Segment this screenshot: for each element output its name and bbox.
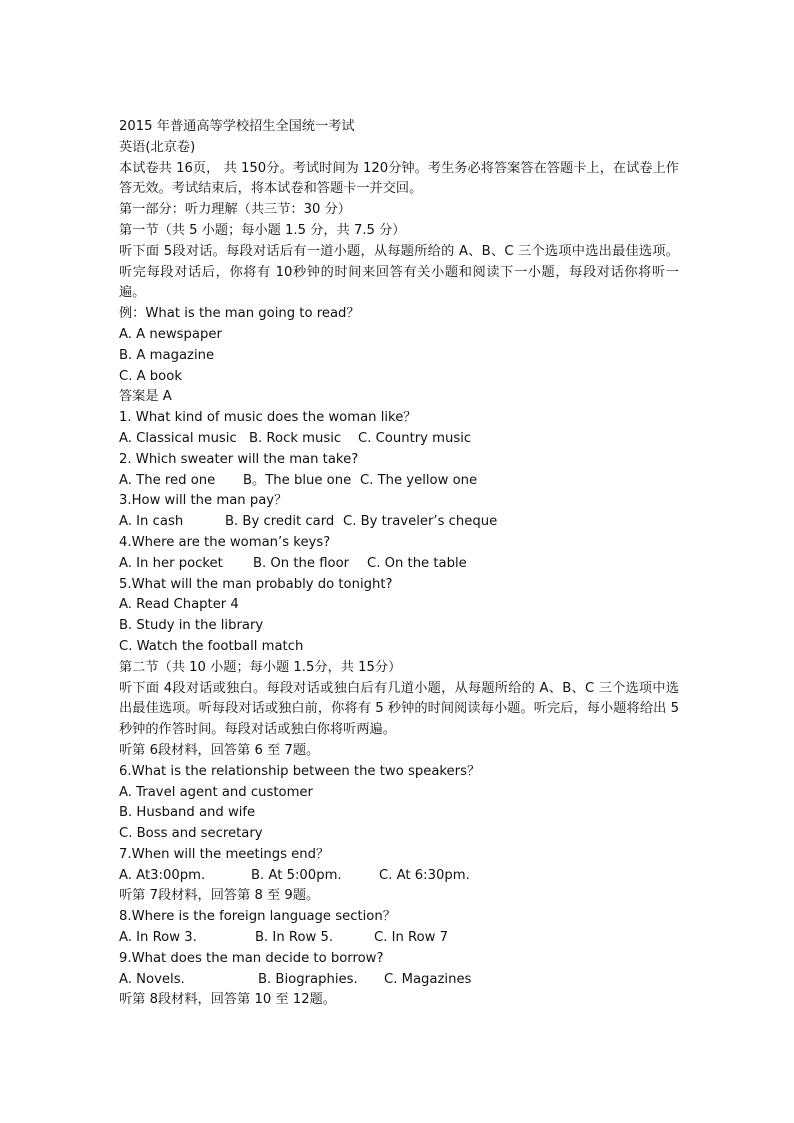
part1-heading: 第一部分：听力理解（共三节：30 分） xyxy=(119,202,351,218)
option-c: C. By traveler’s cheque xyxy=(343,514,498,530)
option-b: B. At 5:00pm. xyxy=(251,867,342,883)
question-8-options xyxy=(119,928,679,949)
option-b: B. In Row 5. xyxy=(255,930,334,946)
question-9: 9.What does the man decide to borrow? xyxy=(119,950,384,966)
question-7-options xyxy=(119,866,679,887)
question-6: 6.What is the relationship between the two speakers？ xyxy=(119,763,481,779)
option-c: C. In Row 7 xyxy=(374,930,449,946)
question-4: 4.Where are the woman’s keys? xyxy=(119,534,331,550)
question-6-option-b: B. Husband and wife xyxy=(119,805,256,821)
question-1: 1. What kind of music does the woman like？ xyxy=(119,410,417,426)
question-5-option-c: C. Watch the football match xyxy=(119,638,304,654)
question-4-options xyxy=(119,554,679,575)
example-option-b: B. A magazine xyxy=(119,347,215,363)
option-a: A. Novels. xyxy=(119,971,185,987)
material-6-note: 听第 6段材料，回答第 6 至 7题。 xyxy=(119,742,320,758)
exam-title: 2015 年普通高等学校招生全国统一考试 xyxy=(119,119,355,134)
example-answer: 答案是 A xyxy=(119,389,172,405)
example-question: 例：What is the man going to read？ xyxy=(119,306,360,322)
question-3: 3.How will the man pay？ xyxy=(119,493,288,509)
section1-directions: 听下面 5段对话。每段对话后有一道小题，从每题所给的 A、B、C 三个选项中选出最佳选项。听完每段对话后，你将有 10秒钟的时间来回答有关小题和阅读下一小题，每段对话你将听一遍。 xyxy=(119,243,679,301)
question-5: 5.What will the man probably do tonight? xyxy=(119,576,393,592)
option-b: B. By credit card xyxy=(225,514,335,530)
example-option-a: A. A newspaper xyxy=(119,326,222,342)
option-c: C. Magazines xyxy=(384,971,472,987)
exam-subtitle: 英语(北京卷) xyxy=(119,139,196,155)
exam-instructions: 本试卷共 16页， 共 150分。考试时间为 120分钟。考生务必将答案答在答题卡上，在试卷上作答无效。考试结束后，将本试卷和答题卡一并交回。 xyxy=(119,160,679,197)
question-5-option-a: A. Read Chapter 4 xyxy=(119,597,239,613)
option-a: A. Classical music xyxy=(119,430,237,446)
question-6-option-c: C. Boss and secretary xyxy=(119,826,263,842)
question-5-option-b: B. Study in the library xyxy=(119,618,264,634)
material-8-note: 听第 8段材料，回答第 10 至 12题。 xyxy=(119,992,336,1008)
option-a: A. In cash xyxy=(119,514,184,530)
question-3-options xyxy=(119,512,679,533)
example-option-c: C. A book xyxy=(119,368,182,384)
section2-heading: 第二节（共 10 小题；每小题 1.5分，共 15分） xyxy=(119,659,402,675)
question-6-option-a: A. Travel agent and customer xyxy=(119,784,313,800)
option-c: C. On the table xyxy=(367,555,467,571)
question-1-options xyxy=(119,429,679,450)
question-9-options xyxy=(119,970,679,991)
option-c: C. Country music xyxy=(358,430,472,446)
option-b: B. On the floor xyxy=(253,555,350,571)
option-b: B. Biographies. xyxy=(258,971,358,987)
option-a: A. At3:00pm. xyxy=(119,867,206,883)
option-c: C. The yellow one xyxy=(360,472,478,488)
section1-heading: 第一节（共 5 小题；每小题 1.5 分，共 7.5 分） xyxy=(119,222,406,238)
question-7: 7.When will the meetings end？ xyxy=(119,846,330,862)
option-c: C. At 6:30pm. xyxy=(379,867,470,883)
section2-directions: 听下面 4段对话或独白。每段对话或独白后有几道小题，从每题所给的 A、B、C 三个选项中选出最佳选项。听每段对话或独白前，你将有 5 秒钟的时间阅读每小题。听完后，每小题将给出 5 秒钟的作答时间。每段对话或独白你将听两遍。 xyxy=(119,680,679,738)
option-a: A. The red one xyxy=(119,472,216,488)
option-a: A. In her pocket xyxy=(119,555,223,571)
question-8: 8.Where is the foreign language section？ xyxy=(119,909,396,925)
material-7-note: 听第 7段材料，回答第 8 至 9题。 xyxy=(119,888,320,904)
question-2-options xyxy=(119,471,679,492)
question-2: 2. Which sweater will the man take? xyxy=(119,451,359,467)
option-b: B. Rock music xyxy=(249,430,342,446)
option-b: B。The blue one xyxy=(243,472,352,488)
exam-page xyxy=(119,117,679,1011)
option-a: A. In Row 3. xyxy=(119,930,197,946)
